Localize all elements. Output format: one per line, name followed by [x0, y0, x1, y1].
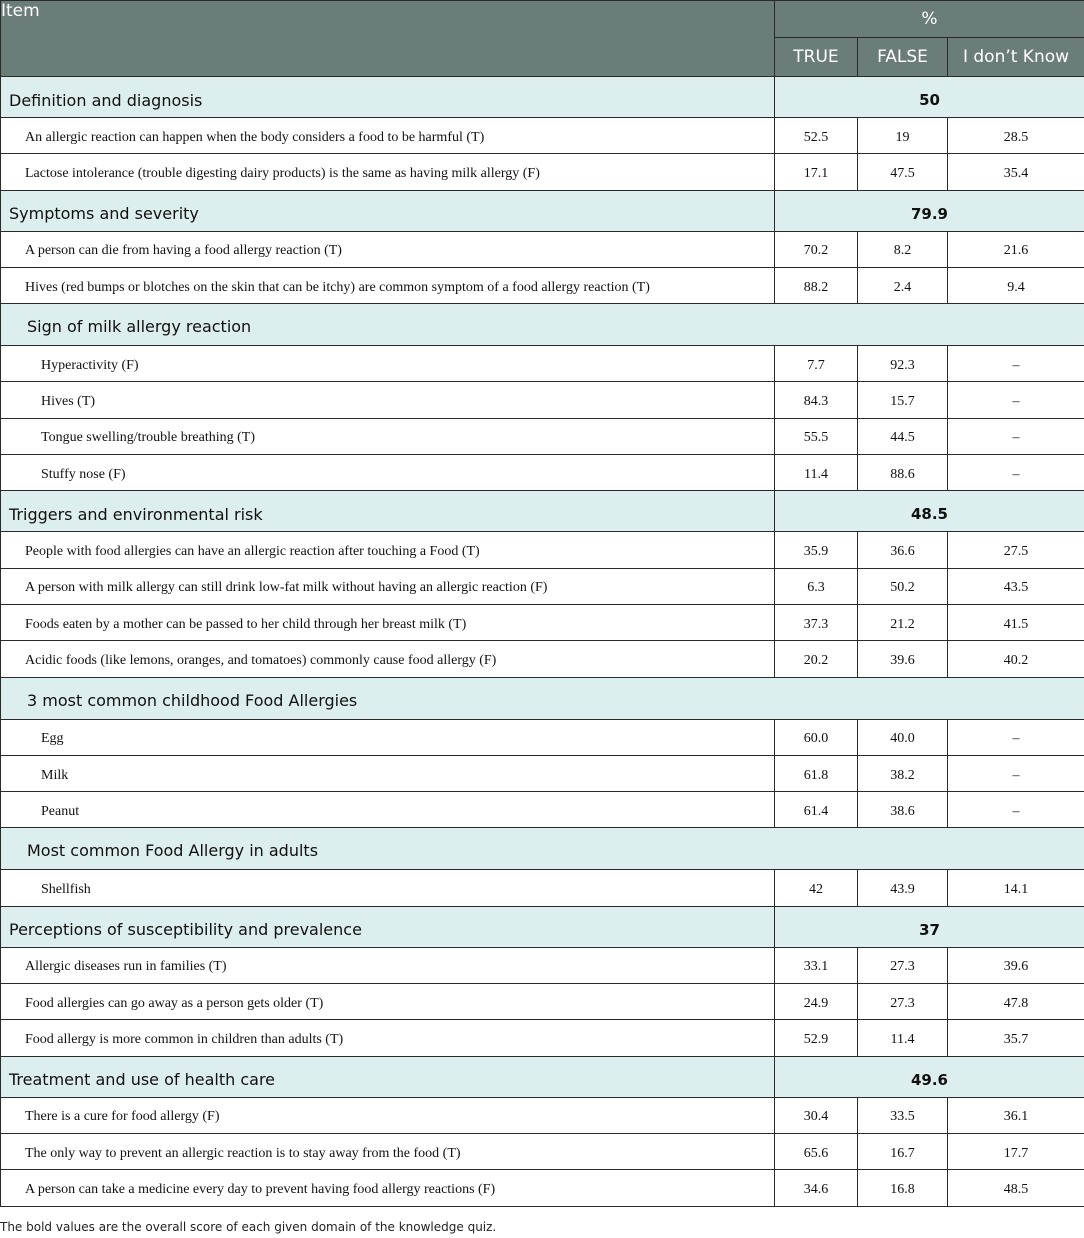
domain-name: Treatment and use of health care [1, 1056, 775, 1097]
false-value: 8.2 [858, 231, 948, 267]
item-label: Tongue swelling/trouble breathing (T) [1, 418, 775, 454]
dont-know-value: – [948, 755, 1084, 791]
domain-row [1, 77, 1084, 118]
true-value: 34.6 [775, 1170, 858, 1206]
dont-know-value: 17.7 [948, 1133, 1084, 1169]
domain-row [1, 190, 1084, 231]
domain-name: Perceptions of susceptibility and prevalence [1, 906, 775, 947]
domain-score: 79.9 [775, 190, 1084, 231]
domain-name: Symptoms and severity [1, 190, 775, 231]
false-value: 16.8 [858, 1170, 948, 1206]
true-value: 61.4 [775, 792, 858, 828]
domain-name: Triggers and environmental risk [1, 491, 775, 532]
table-row [1, 532, 1084, 568]
dont-know-value: 36.1 [948, 1097, 1084, 1133]
item-label: Allergic diseases run in families (T) [1, 947, 775, 983]
false-value: 11.4 [858, 1020, 948, 1056]
table-row [1, 641, 1084, 677]
dont-know-value: 47.8 [948, 984, 1084, 1020]
item-label: Hives (T) [1, 382, 775, 418]
true-value: 55.5 [775, 418, 858, 454]
subgroup-row [1, 304, 1084, 346]
table-row [1, 568, 1084, 604]
table-row [1, 984, 1084, 1020]
header-percent: % [775, 1, 1084, 38]
item-label: Peanut [1, 792, 775, 828]
true-value: 24.9 [775, 984, 858, 1020]
item-label: People with food allergies can have an allergic reaction after touching a Food (T) [1, 532, 775, 568]
false-value: 19 [858, 118, 948, 154]
dont-know-value: 21.6 [948, 231, 1084, 267]
dont-know-value: – [948, 346, 1084, 382]
true-value: 33.1 [775, 947, 858, 983]
false-value: 15.7 [858, 382, 948, 418]
false-value: 44.5 [858, 418, 948, 454]
table-row [1, 947, 1084, 983]
false-value: 2.4 [858, 267, 948, 303]
false-value: 38.6 [858, 792, 948, 828]
true-value: 35.9 [775, 532, 858, 568]
true-value: 17.1 [775, 154, 858, 190]
false-value: 21.2 [858, 604, 948, 640]
true-value: 7.7 [775, 346, 858, 382]
item-label: Food allergies can go away as a person gets older (T) [1, 984, 775, 1020]
item-label: Food allergy is more common in children than adults (T) [1, 1020, 775, 1056]
domain-score: 48.5 [775, 491, 1084, 532]
subgroup-row [1, 828, 1084, 870]
false-value: 33.5 [858, 1097, 948, 1133]
false-value: 40.0 [858, 719, 948, 755]
subgroup-row [1, 677, 1084, 719]
header-false: FALSE [858, 38, 948, 77]
dont-know-value: 27.5 [948, 532, 1084, 568]
true-value: 52.5 [775, 118, 858, 154]
false-value: 16.7 [858, 1133, 948, 1169]
header-dont-know: I don’t Know [948, 38, 1084, 77]
true-value: 60.0 [775, 719, 858, 755]
true-value: 61.8 [775, 755, 858, 791]
dont-know-value: – [948, 719, 1084, 755]
dont-know-value: 35.4 [948, 154, 1084, 190]
table-row [1, 118, 1084, 154]
dont-know-value: – [948, 382, 1084, 418]
true-value: 42 [775, 870, 858, 906]
dont-know-value: 48.5 [948, 1170, 1084, 1206]
table-row [1, 455, 1084, 491]
item-label: Hives (red bumps or blotches on the skin that can be itchy) are common symptom of a food allergy reaction (T) [1, 267, 775, 303]
table-row [1, 267, 1084, 303]
table-row [1, 346, 1084, 382]
table-row [1, 382, 1084, 418]
item-label: Milk [1, 755, 775, 791]
table-row [1, 1133, 1084, 1169]
header-item: Item [1, 1, 775, 77]
subgroup-name: Most common Food Allergy in adults [1, 828, 1084, 870]
table-row [1, 154, 1084, 190]
item-label: Egg [1, 719, 775, 755]
false-value: 50.2 [858, 568, 948, 604]
item-label: Acidic foods (like lemons, oranges, and tomatoes) commonly cause food allergy (F) [1, 641, 775, 677]
false-value: 47.5 [858, 154, 948, 190]
dont-know-value: 43.5 [948, 568, 1084, 604]
true-value: 30.4 [775, 1097, 858, 1133]
false-value: 92.3 [858, 346, 948, 382]
dont-know-value: 39.6 [948, 947, 1084, 983]
false-value: 27.3 [858, 984, 948, 1020]
domain-score: 37 [775, 906, 1084, 947]
table-row [1, 1170, 1084, 1206]
table-footnote: The bold values are the overall score of each given domain of the knowledge quiz. [0, 1220, 497, 1234]
item-label: Stuffy nose (F) [1, 455, 775, 491]
dont-know-value: – [948, 792, 1084, 828]
false-value: 36.6 [858, 532, 948, 568]
subgroup-name: 3 most common childhood Food Allergies [1, 677, 1084, 719]
dont-know-value: – [948, 455, 1084, 491]
false-value: 43.9 [858, 870, 948, 906]
domain-score: 50 [775, 77, 1084, 118]
false-value: 27.3 [858, 947, 948, 983]
dont-know-value: 14.1 [948, 870, 1084, 906]
dont-know-value: 28.5 [948, 118, 1084, 154]
domain-name: Definition and diagnosis [1, 77, 775, 118]
item-label: A person can die from having a food allergy reaction (T) [1, 231, 775, 267]
true-value: 6.3 [775, 568, 858, 604]
item-label: An allergic reaction can happen when the body considers a food to be harmful (T) [1, 118, 775, 154]
item-label: Lactose intolerance (trouble digesting dairy products) is the same as having milk allergy (F) [1, 154, 775, 190]
dont-know-value: – [948, 418, 1084, 454]
true-value: 52.9 [775, 1020, 858, 1056]
table-row [1, 1020, 1084, 1056]
dont-know-value: 35.7 [948, 1020, 1084, 1056]
item-label: Hyperactivity (F) [1, 346, 775, 382]
item-label: A person can take a medicine every day to prevent having food allergy reactions (F) [1, 1170, 775, 1206]
true-value: 70.2 [775, 231, 858, 267]
table-row [1, 418, 1084, 454]
item-label: Shellfish [1, 870, 775, 906]
table-row [1, 792, 1084, 828]
true-value: 65.6 [775, 1133, 858, 1169]
table-row [1, 755, 1084, 791]
table-row [1, 604, 1084, 640]
table-row [1, 870, 1084, 906]
false-value: 39.6 [858, 641, 948, 677]
domain-row [1, 491, 1084, 532]
table-row [1, 1097, 1084, 1133]
false-value: 38.2 [858, 755, 948, 791]
true-value: 88.2 [775, 267, 858, 303]
table-row [1, 719, 1084, 755]
true-value: 11.4 [775, 455, 858, 491]
header-true: TRUE [775, 38, 858, 77]
dont-know-value: 9.4 [948, 267, 1084, 303]
item-label: Foods eaten by a mother can be passed to her child through her breast milk (T) [1, 604, 775, 640]
false-value: 88.6 [858, 455, 948, 491]
domain-row [1, 906, 1084, 947]
true-value: 37.3 [775, 604, 858, 640]
domain-row [1, 1056, 1084, 1097]
subgroup-name: Sign of milk allergy reaction [1, 304, 1084, 346]
table-row [1, 231, 1084, 267]
true-value: 20.2 [775, 641, 858, 677]
item-label: A person with milk allergy can still drink low-fat milk without having an allergic reaction (F) [1, 568, 775, 604]
dont-know-value: 40.2 [948, 641, 1084, 677]
item-label: The only way to prevent an allergic reaction is to stay away from the food (T) [1, 1133, 775, 1169]
domain-score: 49.6 [775, 1056, 1084, 1097]
item-label: There is a cure for food allergy (F) [1, 1097, 775, 1133]
true-value: 84.3 [775, 382, 858, 418]
dont-know-value: 41.5 [948, 604, 1084, 640]
